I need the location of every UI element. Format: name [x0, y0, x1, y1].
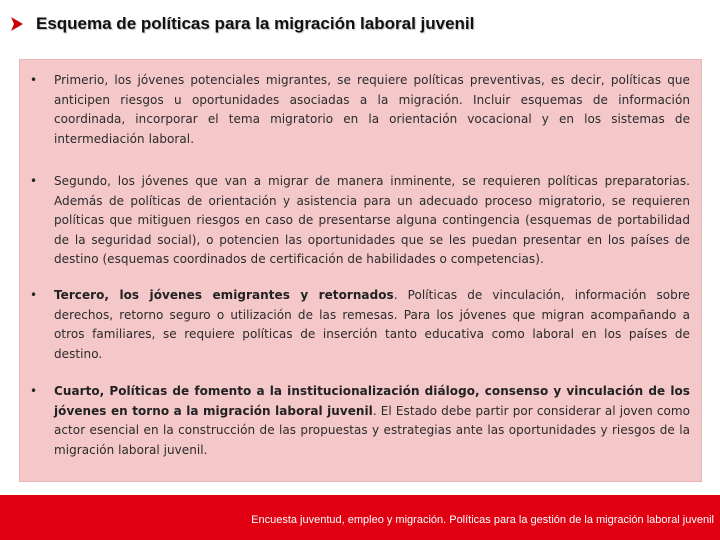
list-item: [30, 172, 690, 270]
bullet-marker: •: [30, 384, 38, 398]
item-body: . El Estado debe partir por considerar al joven como actor esencial en la construcción de las propuestas y estrategias ante las oportunidades y riesgos de la migración laboral juvenil.: [54, 403, 690, 457]
list-item: [30, 286, 690, 364]
item-lead: Cuarto, Políticas de fomento a la institucionalización diálogo, consenso y vinculación de los jóvenes en torno a la migración laboral juvenil: [54, 384, 690, 418]
item-lead: Segundo, los jóvenes que van a migrar de manera inminente: [54, 174, 452, 188]
bullet-marker: •: [30, 288, 38, 302]
item-text: [54, 71, 690, 149]
bullet-marker: •: [30, 174, 38, 188]
list-item: [30, 71, 690, 149]
item-body: . Políticas de vinculación, información sobre derechos, retorno seguro o utilización de las remesas. Para los jóvenes que migran acompañando a otros familiares, se requiere políticas de inserción tanto educativa como laboral en los países de destino.: [54, 288, 690, 361]
slide-title-row: [8, 13, 708, 35]
page-title: Esquema de políticas para la migración laboral juvenil: [36, 14, 475, 33]
item-body: , se requiere políticas preventivas, es decir, políticas que anticipen riesgos u oportunidades asociadas a la migración. Incluir esquemas de información coordinada, incorporar el tema migratorio en la orientación vocacional y en los sistemas de intermediación laboral.: [54, 73, 690, 146]
item-lead: Tercero, los jóvenes emigrantes y retornados: [54, 288, 394, 302]
list-item: [30, 382, 690, 460]
item-text: [54, 172, 690, 270]
item-lead: Primerio, los jóvenes potenciales migrantes: [54, 73, 328, 87]
bullet-marker: •: [30, 73, 38, 87]
arrow-bullet-icon: [8, 15, 26, 33]
item-body: , se requieren políticas preparatorias. Además de políticas de orientación y asistencia para un adecuado proceso migratorio, se requieren políticas que mitiguen riesgos en caso de presentarse alguna contingencia (esquemas de portabilidad de la seguridad social), o potencien las oportunidades que se les puedan presentar en los países de destino (esquemas coordinados de certificación de habilidades o competencias).: [54, 174, 690, 266]
footer-bar: [0, 495, 720, 540]
footer-caption: Encuesta juventud, empleo y migración. Políticas para la gestión de la migración laboral juvenil: [251, 514, 714, 526]
content-panel: [20, 60, 701, 481]
item-text: [54, 382, 690, 460]
item-text: [54, 286, 690, 364]
